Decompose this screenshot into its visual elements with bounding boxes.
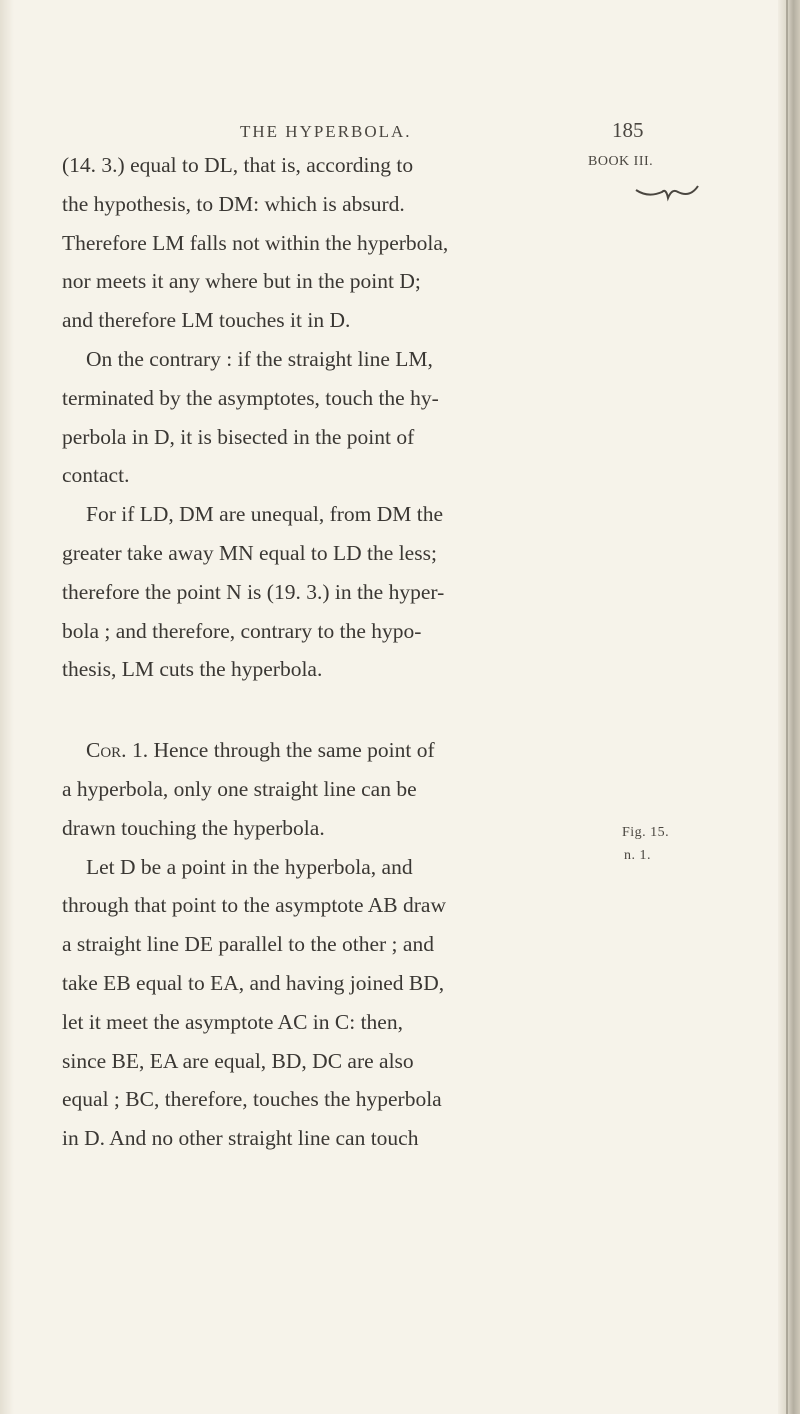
text-line: contact.	[62, 463, 130, 488]
text-line: On the contrary : if the straight line LM,	[86, 346, 433, 371]
text-line: equal ; BC, therefore, touches the hyperbola	[62, 1087, 442, 1112]
text-line: For if LD, DM are unequal, from DM the	[86, 502, 444, 527]
corollary-label: Cor.	[86, 738, 127, 763]
text-line: let it meet the asymptote AC in C: then,	[62, 1009, 403, 1034]
text-line: (14. 3.) equal to DL, that is, according to	[62, 153, 414, 177]
margin-fig-label: Fig. 15.	[622, 825, 670, 840]
text-line: drawn touching the hyperbola.	[62, 815, 325, 840]
page-number: 185	[612, 118, 644, 142]
text-line: through that point to the asymptote AB draw	[62, 893, 446, 918]
paragraph-gap	[62, 689, 602, 731]
page-right-edge	[778, 0, 800, 1414]
text-line: a straight line DE parallel to the other ; and	[62, 932, 434, 957]
page-gutter-line	[786, 0, 788, 1414]
margin-book-label: BOOK III.	[588, 154, 654, 169]
text-line: therefore the point N is (19. 3.) in the hyper-	[62, 579, 445, 604]
flourish-ornament	[632, 184, 702, 204]
text-line: bola ; and therefore, contrary to the hypo-	[62, 618, 422, 643]
text-line: take EB equal to EA, and having joined BD,	[62, 970, 445, 995]
text-line: Therefore LM falls not within the hyperbola,	[62, 230, 449, 255]
text-line: the hypothesis, to DM: which is absurd.	[62, 191, 405, 216]
text-line: and therefore LM touches it in D.	[62, 308, 351, 333]
running-head: THE HYPERBOLA.	[240, 122, 412, 141]
text-line: a hyperbola, only one straight line can be	[62, 776, 417, 801]
margin-fig-sub: n. 1.	[624, 848, 651, 863]
text-line: thesis, LM cuts the hyperbola.	[62, 657, 323, 682]
text-line: perbola in D, it is bisected in the point of	[62, 424, 415, 449]
text-line: greater take away MN equal to LD the less;	[62, 540, 437, 565]
text-line: since BE, EA are equal, BD, DC are also	[62, 1048, 414, 1073]
text-line: Let D be a point in the hyperbola, and	[86, 854, 413, 879]
page-left-shadow	[0, 0, 14, 1414]
text-line: terminated by the asymptotes, touch the hy-	[62, 385, 439, 410]
body-text	[62, 146, 602, 1158]
text-line: in D. And no other straight line can touch	[62, 1126, 419, 1151]
text-line: nor meets it any where but in the point D;	[62, 269, 421, 294]
corollary-text: 1. Hence through the same point of	[126, 738, 435, 763]
corollary-line	[62, 731, 602, 770]
